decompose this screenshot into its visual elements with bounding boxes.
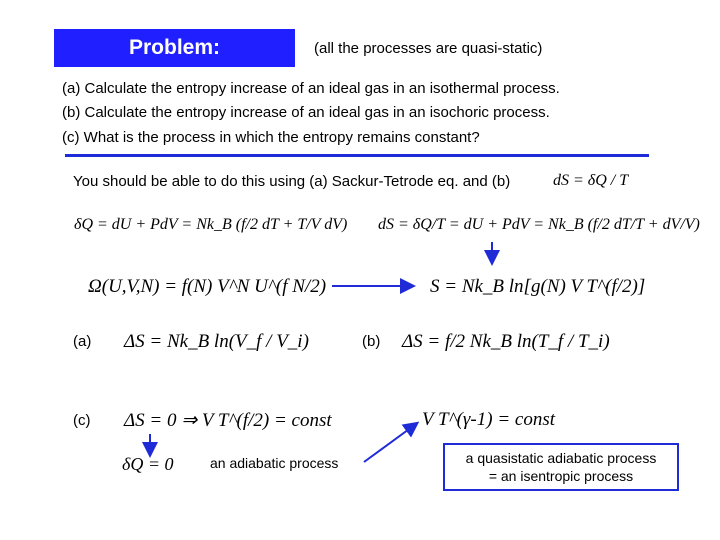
entropy-formula: S = Nk_B ln[g(N) V T^(f/2)]: [430, 276, 646, 297]
arrow-to-gamma: [364, 424, 416, 462]
heat-zero: δQ = 0: [122, 454, 174, 474]
result-b: ΔS = f/2 Nk_B ln(T_f / T_i): [402, 331, 610, 352]
entropy-differential: dS = δQ/T = dU + PdV = Nk_B (f/2 dT/T + dV/V): [378, 216, 700, 233]
adiabatic-label: an adiabatic process: [210, 455, 339, 471]
label-b: (b): [362, 333, 381, 350]
problem-title: Problem:: [54, 29, 295, 67]
question-b: (b) Calculate the entropy increase of an ideal gas in an isochoric process.: [62, 104, 550, 121]
omega-equation: Ω(U,V,N) = f(N) V^N U^(f N/2): [88, 276, 327, 297]
label-a: (a): [73, 333, 92, 350]
heat-equation: δQ = dU + PdV = Nk_B (f/2 dT + T/V dV): [74, 216, 348, 233]
question-c: (c) What is the process in which the entropy remains constant?: [62, 129, 480, 146]
quasi-static-note: (all the processes are quasi-static): [314, 40, 543, 57]
question-a: (a) Calculate the entropy increase of an ideal gas in an isothermal process.: [62, 80, 560, 97]
gamma-result: V T^(γ-1) = const: [422, 409, 555, 430]
box-line-1: a quasistatic adiabatic process: [465, 450, 657, 466]
label-c: (c): [73, 412, 91, 429]
box-line-2: = an isentropic process: [488, 468, 634, 484]
result-c: ΔS = 0 ⇒ V T^(f/2) = const: [124, 410, 332, 431]
hint-text: You should be able to do this using (a) Sackur-Tetrode eq. and (b): [73, 173, 511, 190]
entropy-definition: dS = δQ / T: [553, 172, 629, 189]
result-a: ΔS = Nk_B ln(V_f / V_i): [124, 331, 309, 352]
